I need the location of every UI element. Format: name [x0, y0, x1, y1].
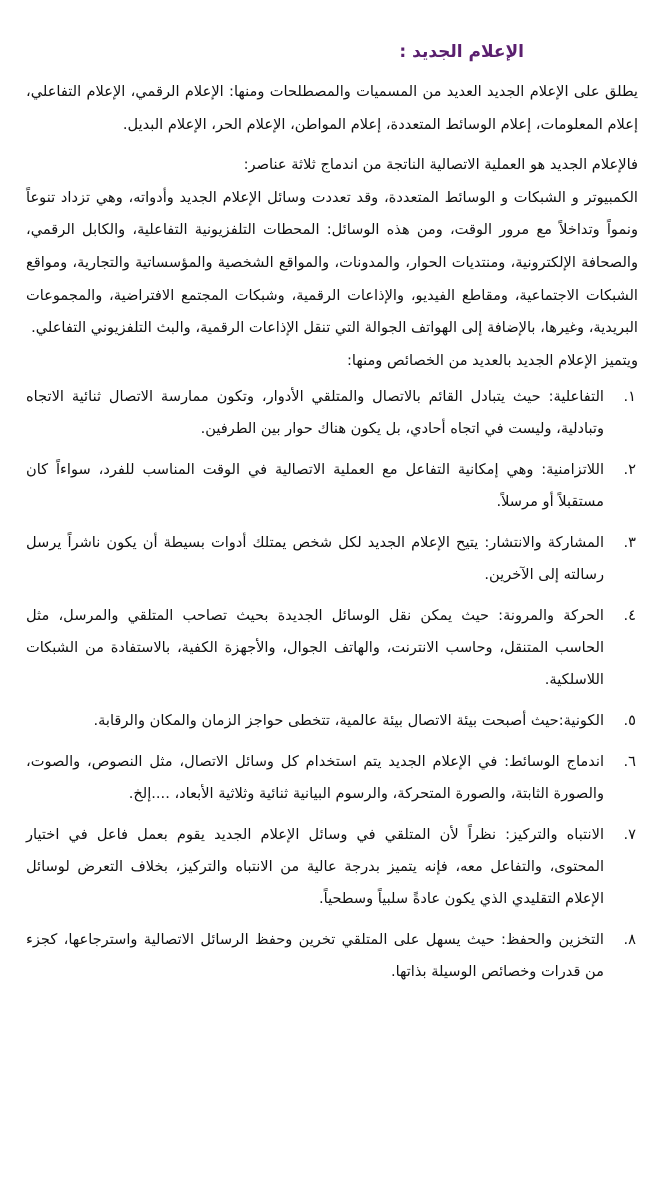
definition-lead: فالإعلام الجديد هو العملية الاتصالية الناتجة من اندماج ثلاثة عناصر: [243, 156, 638, 174]
list-item-number: ٥. [623, 712, 636, 730]
list-item [26, 746, 638, 810]
list-item [26, 924, 638, 988]
definition-paragraph: الكمبيوتر و الشبكات و الوسائط المتعددة، وقد تعددت وسائل الإعلام الجديد وأدواته، وهي تزداد تنوعاً ونمواً وتداخلاً مع مرور الوقت، ومن هذه الوسائل: المحطات التلفزيونية التفاعلية، والكابل الرقمي، والصحافة الإلكترونية، ومنتديات الحوار، والمدونات، والمواقع الشخصية والمؤسساتية والتجارية، ومواقع الشبكات الاجتماعية، ومقاطع الفيديو، والإذاعات الرقمية، وشبكات المجتمع الافتراضية، والمجموعات البريدية، وغيرها، بالإضافة إلى الهواتف الجوالة التي تنقل الإذاعات الرقمية، والبث التلفزيوني التفاعلي. [26, 188, 638, 337]
list-item [26, 819, 638, 915]
list-item [26, 527, 638, 591]
features-intro: ويتميز الإعلام الجديد بالعديد من الخصائص ومنها: [347, 351, 638, 369]
list-item-number: ١. [623, 388, 636, 406]
list-item [26, 381, 638, 445]
list-item-number: ٦. [623, 753, 636, 771]
list-item-number: ٨. [623, 931, 636, 949]
list-item-number: ٣. [623, 534, 636, 552]
list-item-text: الانتباه والتركيز: نظراً لأن المتلقي في وسائل الإعلام الجديد يقوم بعمل فاعل في اختيار المحتوى، والتفاعل معه، فإنه يتميز بدرجة عالية من الانتباه والتركيز، بخلاف التعرض لوسائل الإعلام التقليدي الذي يكون عادةً سلبياً وسطحياً. [26, 826, 604, 908]
list-item [26, 705, 638, 737]
list-item-text: اندماج الوسائط: في الإعلام الجديد يتم استخدام كل وسائل الاتصال، مثل النصوص، والصوت، والصورة الثابتة، والصورة المتحركة، والرسوم البيانية ثنائية وثلاثية الأبعاد، ....إلخ. [26, 753, 604, 803]
intro-paragraph: يطلق على الإعلام الجديد العديد من المسميات والمصطلحات ومنها: الإعلام الرقمي، الإعلام التفاعلي، إعلام المعلومات، إعلام الوسائط المتعددة، إعلام المواطن، الإعلام الحر، الإعلام البديل. [26, 83, 638, 133]
list-item-number: ٧. [623, 826, 636, 844]
list-item-text: اللاتزامنية: وهي إمكانية التفاعل مع العملية الاتصالية في الوقت المناسب للفرد، سواءاً كان مستقبلاً أو مرسلاً. [26, 461, 604, 511]
list-item [26, 454, 638, 518]
list-item-number: ٢. [623, 461, 636, 479]
features-list [26, 381, 638, 988]
page-title: الإعلام الجديد : [399, 42, 524, 62]
list-item-text: التفاعلية: حيث يتبادل القائم بالاتصال والمتلقي الأدوار، وتكون ممارسة الاتصال ثنائية الاتجاه وتبادلية، وليست في اتجاه أحادي، بل يكون هناك حوار بين الطرفين. [26, 388, 604, 438]
list-item-text: المشاركة والانتشار: يتيح الإعلام الجديد لكل شخص يمتلك أدوات بسيطة أن يكون ناشراً يرسل رسالته إلى الآخرين. [26, 534, 604, 584]
list-item-text: التخزين والحفظ: حيث يسهل على المتلقي تخرين وحفظ الرسائل الاتصالية واسترجاعها، كجزء من قدرات وخصائص الوسيلة بذاتها. [26, 931, 604, 981]
list-item-number: ٤. [623, 607, 636, 625]
list-item [26, 600, 638, 696]
list-item-text: الحركة والمرونة: حيث يمكن نقل الوسائل الجديدة بحيث تصاحب المتلقي والمرسل، مثل الحاسب المتنقل، وحاسب الانترنت، والهاتف الجوال، والأجهزة الكفية، بالاستفادة من الشبكات اللاسلكية. [26, 607, 604, 689]
list-item-text: الكونية:حيث أصبحت بيئة الاتصال بيئة عالمية، تتخطى حواجز الزمان والمكان والرقابة. [93, 712, 604, 730]
